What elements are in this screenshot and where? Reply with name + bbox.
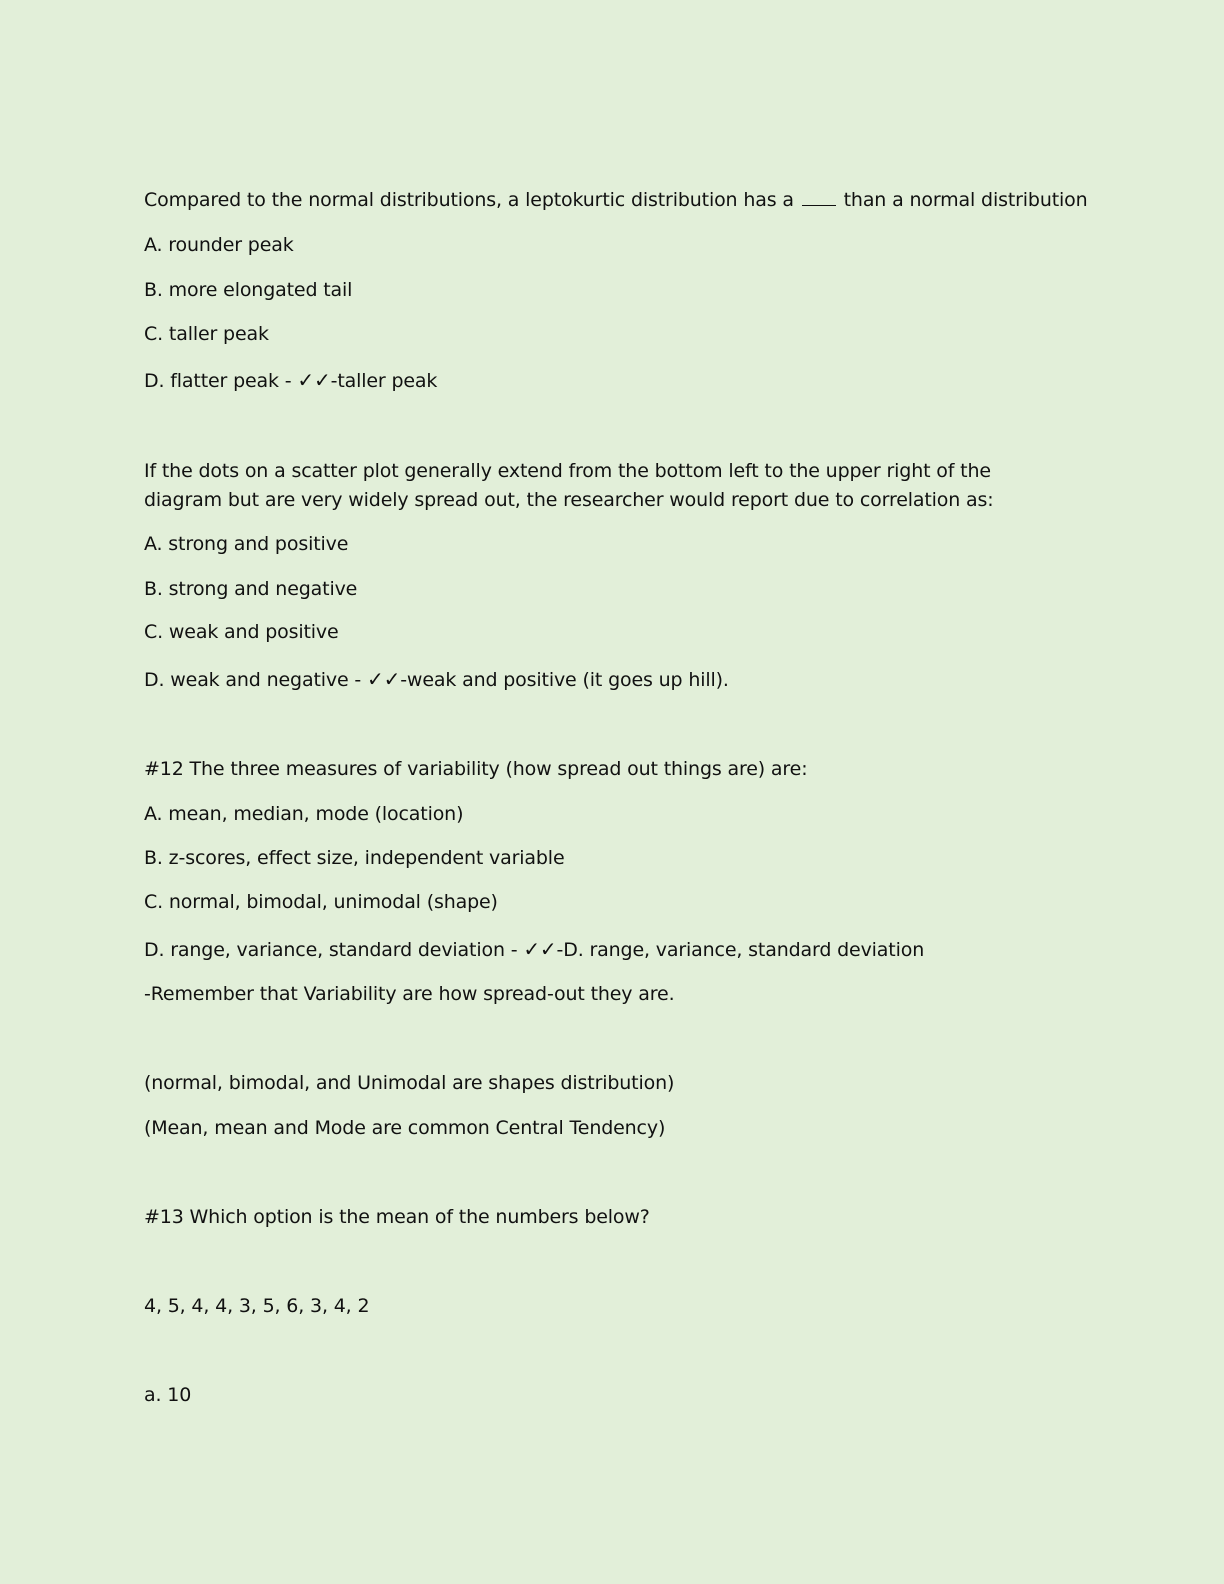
question-12-option-a: A. mean, median, mode (location) — [144, 803, 464, 825]
question-12-note-1: -Remember that Variability are how spread-out they are. — [144, 983, 675, 1005]
question-13-stem: #13 Which option is the mean of the numbers below? — [144, 1206, 650, 1228]
question-1-stem-before: Compared to the normal distributions, a leptokurtic distribution has a — [144, 189, 794, 211]
question-1-option-c: C. taller peak — [144, 323, 269, 345]
question-2-option-c: C. weak and positive — [144, 621, 339, 643]
question-12-stem: #12 The three measures of variability (how spread out things are) are: — [144, 758, 808, 780]
question-2-option-d — [144, 665, 729, 695]
question-12-option-b: B. z-scores, effect size, independent variable — [144, 847, 565, 869]
check-mark-icon: ✓✓ — [297, 368, 331, 392]
question-2-stem: If the dots on a scatter plot generally extend from the bottom left to the upper right of the diagram but are very widely spread out, the researcher would report due to correlation as: — [144, 460, 994, 511]
question-13-option-a: a. 10 — [144, 1384, 192, 1406]
question-12-answer: -D. range, variance, standard deviation — [556, 939, 925, 961]
answer-blank — [802, 189, 836, 206]
question-1-option-d — [144, 366, 437, 396]
question-1-option-a: A. rounder peak — [144, 234, 294, 256]
question-2-option-d-text: D. weak and negative - — [144, 669, 367, 691]
question-12-option-d — [144, 935, 924, 965]
question-12-option-d-text: D. range, variance, standard deviation - — [144, 939, 524, 961]
question-1-stem-after: than a normal distribution — [843, 189, 1088, 211]
question-2-answer: -weak and positive (it goes up hill). — [400, 669, 729, 691]
check-mark-icon: ✓✓ — [367, 667, 401, 691]
question-1-option-d-text: D. flatter peak - — [144, 370, 298, 392]
question-2-option-a: A. strong and positive — [144, 533, 349, 555]
question-1-answer: -taller peak — [330, 370, 438, 392]
question-2-option-b: B. strong and negative — [144, 578, 358, 600]
question-12-note-2: (normal, bimodal, and Unimodal are shapes distribution) — [144, 1072, 675, 1094]
question-13-numbers: 4, 5, 4, 4, 3, 5, 6, 3, 4, 2 — [144, 1295, 370, 1317]
question-12-option-c: C. normal, bimodal, unimodal (shape) — [144, 891, 498, 913]
question-1-stem — [144, 186, 1088, 215]
check-mark-icon: ✓✓ — [523, 937, 557, 961]
question-12-note-3: (Mean, mean and Mode are common Central Tendency) — [144, 1117, 666, 1139]
question-1-option-b: B. more elongated tail — [144, 279, 353, 301]
